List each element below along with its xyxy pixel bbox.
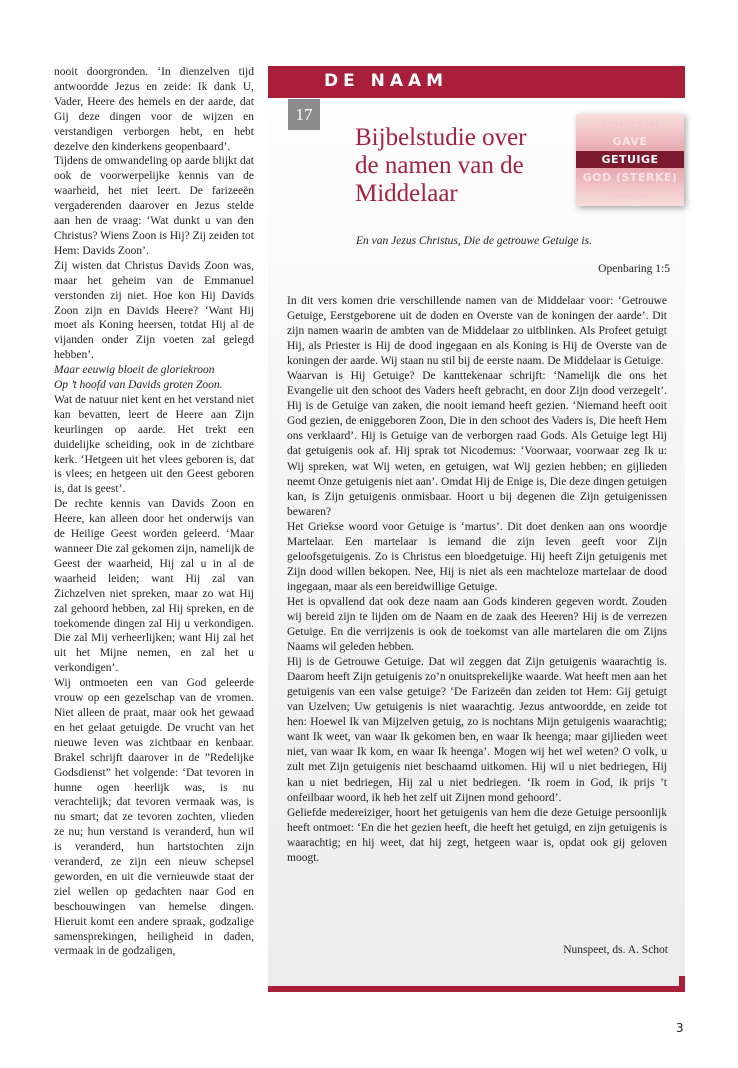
body-paragraph-1: In dit vers komen drie verschillende namen van de Middelaar voor: ‘Getrouwe Getuige, Eerstgeborene uit de doden en Overste van de koningen der aarde’. Dit zijn namen waarin de ambten van de Middelaar zo uitblinken. Als Profeet getuigt Hij, als Priester is Hij de dood ingegaan en als Koning is Hij de Overste van de koningen der aarde. Wij staan nu stil bij de eerste naam. De Middelaar is Getuige. (287, 295, 667, 368)
section-band (268, 66, 685, 98)
article-heading: Bijbelstudie over de namen van de Middelaar (355, 124, 527, 207)
scripture-reference: Openbaring 1:5 (598, 263, 670, 275)
left-paragraph-3: Zij wisten dat Christus Davids Zoon was, maar het geheim van de Emmanuel verstonden zij niet. Hoe kon Hij Davids Zoon zijn en Davids Heere? ‘Want Hij moet als Koning heersen, totdat Hij al de vijanden onder Zijn voeten zal gelegd hebben’. (54, 259, 254, 362)
name-getuige-selected: GETUIGE (576, 151, 684, 168)
article-body (287, 294, 667, 866)
scripture-quote: En van Jezus Christus, Die de getrouwe Getuige is. (356, 235, 592, 247)
name-gave: GAVE (612, 135, 648, 148)
name-fontein: FONTEIN (601, 119, 659, 132)
body-paragraph-6: Geliefde medereiziger, hoort het getuigenis van hem die deze Getuige persoonlijk heeft ontmoet: ‘En die het gezien heeft, die heeft het getuigd, en zijn getuigenis is waarachtig; en hij weet, dat hij zegt, hetgeen waar is, opdat ook gij geloven moogt. (287, 806, 667, 864)
left-column (54, 65, 254, 959)
name-god-sterke: GOD (STERKE) (582, 171, 678, 184)
panel-bottom-bar (268, 986, 685, 992)
left-paragraph-5: De rechte kennis van Davids Zoon en Heere, kan alleen door het onderwijs van de Heilige Geest worden geleerd. ‘Maar wanneer Die zal gekomen zijn, namelijk de Geest der waarheid, Hij zal u in al de waarheid leiden; want Hij zal van Zichzelven niet spreken, maar zo wat Hij zal gehoord hebben, zal Hij spreken, en de toekomende dingen zal Hij u verkondigen. Die zal Mij verheerlijken; want Hij zal het uit het Mijne nemen, en zal het u verkondigen’. (54, 498, 254, 675)
names-box (576, 114, 684, 206)
left-verse-line-2: Op ’t hoofd van Davids groten Zoon. (54, 379, 223, 392)
left-verse-line-1: Maar eeuwig bloeit de gloriekroon (54, 364, 215, 377)
left-paragraph-4: Wat de natuur niet kent en het verstand niet kan bevatten, leert de Heere aan Zijn keurlingen op aarde. Het trekt een duidelijke scheiding, ook in de zichtbare kerk. ‘Hetgeen uit het vlees geboren is, dat is vlees; en hetgeen uit den Geest geboren is, dat is geest’. (54, 393, 254, 496)
left-paragraph-6: Wij ontmoeten een van God geleerde vrouw op een gezelschap van de vromen. Niet alleen de praat, maar ook het gewaad en het gelaat getuigde. De vrucht van het nieuwe leven was zichtbaar en kenbaar. Brakel schrijft daarover in de ”Redelijke Godsdienst” het volgende: ‘Dat tevoren in hunne ogen heerlijk was, is nu verachtelijk; dat tevoren vermaak was, is nu smart; dat ze tevoren zochten, vlieden ze nu; hun verstand is veranderd, hun wil is veranderd, hun hartstochten zijn veranderd, ze zijn een nieuw schepsel geworden, en uit die vernieuwde staat der ziel wellen op gedachten naar God en beschouwingen van hemelse dingen. Hieruit komt een andere spraak, godzalige samensprekingen, heiligheid in daden, vermaak in de godzaligen, (54, 677, 254, 958)
body-paragraph-5: Hij is de Getrouwe Getuige. Dat wil zeggen dat Zijn getuigenis waarachtig is. Daarom heeft Zijn getuigenis zo’n onuitsprekelijke waarde. Wat heeft men aan het getuigenis van een valse getuige? ‘De Farizeën dan zeiden tot Hem: Gij getuigt van Uzelven; Uw getuigenis is niet waarachtig. Jezus antwoordde, en zeide tot hen: Hoewel Ik van Mijzelven getuig, zo is nochtans Mijn getuigenis waarachtig; want Ik weet, van waar Ik gekomen ben, en waar Ik heenga; maar gijlieden weet niet, van waar Ik kom, en waar Ik heenga’. Mogen wij het wel weten? O volk, u zult met Zijn getuigenis niet beschaamd uitkomen. Hij wil u niet bedriegen, Hij kan u niet bedriegen, Hij zal u niet bedriegen. ‘Ik roem in God, ik prijs ’t onfeilbaar woord, ik heb het zelf uit Zijnen mond gehoord’. (287, 656, 667, 804)
author-signature: Nunspeet, ds. A. Schot (563, 944, 668, 956)
series-number: 17 (288, 99, 320, 130)
body-paragraph-3: Het Griekse woord voor Getuige is ‘martus’. Dit doet denken aan ons woordje Martelaar. Een martelaar is iemand die zijn leven geeft voor Zijn geloofsgetuigenis. Zo is Christus een bloedgetuige. Hij heeft Zijn getuigenis met Zijn dood willen bekopen. Nee, Hij is niet als een machteloze martelaar de dood ingegaan, maar als een bereidwillige Getuige. (287, 520, 667, 593)
left-paragraph-2: Tijdens de omwandeling op aarde blijkt dat ook de voorwerpelijke kennis van de waarheid, het niet leert. De farizeeën vergaderenden daarover en Jezus stelde aan hen de vraag: ‘Wat dunkt u van den Christus? Wiens Zoon is Hij? Zij zeiden tot Hem: Davids Zoon’. (54, 155, 254, 257)
body-paragraph-4: Het is opvallend dat ook deze naam aan Gods kinderen gegeven wordt. Zouden wij bereid zijn te lijden om de Naam en de zaak des Heeren? Hij is de verrezen Getuige. En die verrijzenis is ook de toekomst van alle martelaren die om Zijns Naams wil geleden hebben. (287, 595, 667, 654)
left-paragraph-1: nooit doorgronden. ‘In dienzelven tijd antwoordde Jezus en zeide: Ik dank U, Vader, Heere des hemels en der aarde, dat Gij deze dingen voor de wijzen en verstandigen verborgen hebt, en hebt dezelve den kinderkens geopenbaard’. (54, 66, 254, 153)
body-paragraph-2: Waarvan is Hij Getuige? De kanttekenaar schrijft: ‘Namelijk die ons het Evangelie uit den schoot des Vaders heeft gebracht, en door Zijn dood verzegelt’. Hij is de Getuige van zaken, die nooit iemand heeft gezien. ‘Niemand heeft ooit God gezien, de eniggeboren Zoon, Die in den schoot des Vaders is, Die heeft Hem ons verklaard’. Hij is Getuige van de verborgen raad Gods. Als Getuige legt Hij dat getuigenis ook af. Hij sprak tot Nicodemus: ‘Voorwaar, voorwaar zeg Ik u: Wij spreken, wat Wij weten, en getuigen, wat Wij gezien hebben; en gijlieden neemt Onze getuigenis niet aan’. Omdat Hij de Enige is, Die deze dingen getuigen kan, is Zijn getuigenis onmisbaar. Hoort u bij degenen die Zijn getuigenissen bewaren? (287, 370, 667, 518)
page-number: 3 (676, 1021, 684, 1035)
name-heere: HEERE (608, 187, 652, 200)
section-title: DE NAAM (324, 71, 449, 91)
